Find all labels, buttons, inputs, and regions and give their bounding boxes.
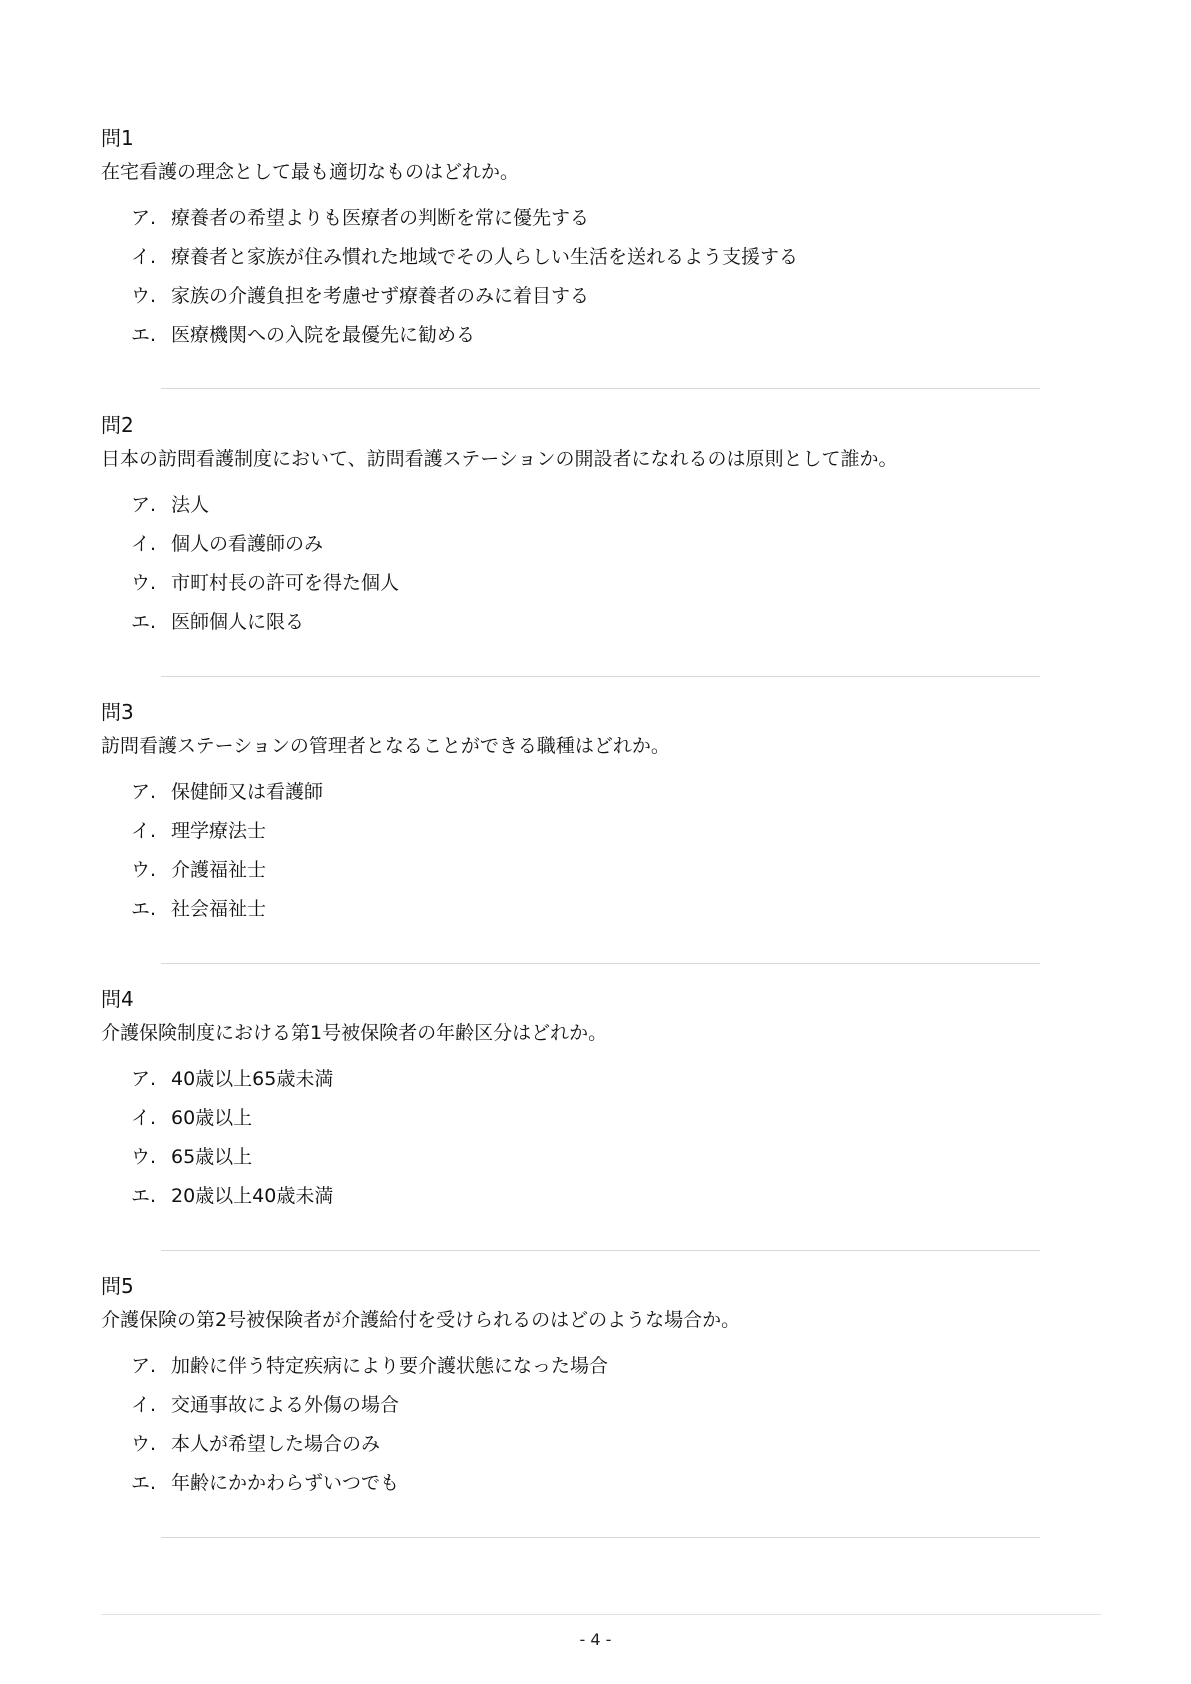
option-text: 本人が希望した場合のみ <box>171 1433 381 1455</box>
option-label: イ. <box>131 246 157 268</box>
option-text: 市町村長の許可を得た個人 <box>171 572 400 594</box>
option-a <box>131 778 1041 806</box>
option-text: 年齢にかかわらずいつでも <box>171 1472 400 1494</box>
footer-divider <box>101 1614 1101 1615</box>
option-i <box>131 530 1041 558</box>
option-text: 加齢に伴う特定疾病により要介護状態になった場合 <box>171 1355 609 1377</box>
option-label: イ. <box>131 820 157 842</box>
question-divider <box>161 676 1040 677</box>
question-number: 問2 <box>101 413 134 437</box>
option-label: ア. <box>131 1355 157 1377</box>
option-label: ア. <box>131 494 157 516</box>
option-text: 20歳以上40歳未満 <box>171 1185 334 1207</box>
option-text: 介護福祉士 <box>171 859 267 881</box>
question-divider <box>161 963 1040 964</box>
question-number: 問1 <box>101 126 134 150</box>
option-label: エ. <box>131 1185 157 1207</box>
question-3 <box>101 698 1041 934</box>
option-list <box>131 204 1041 349</box>
option-i <box>131 817 1041 845</box>
option-label: エ. <box>131 611 157 633</box>
option-text: 65歳以上 <box>171 1146 253 1168</box>
page-number: - 4 - <box>579 1630 612 1649</box>
option-a <box>131 1352 1041 1380</box>
option-list <box>131 1352 1041 1497</box>
question-text: 日本の訪問看護制度において、訪問看護ステーションの開設者になれるのは原則として誰か。 <box>101 448 898 470</box>
option-label: イ. <box>131 1394 157 1416</box>
option-u <box>131 569 1041 597</box>
question-5 <box>101 1272 1041 1508</box>
option-text: 社会福祉士 <box>171 898 267 920</box>
option-text: 60歳以上 <box>171 1107 253 1129</box>
option-e <box>131 608 1041 636</box>
question-text: 在宅看護の理念として最も適切なものはどれか。 <box>101 161 520 183</box>
question-number: 問4 <box>101 987 134 1011</box>
option-label: イ. <box>131 1107 157 1129</box>
question-number: 問5 <box>101 1274 134 1298</box>
option-i <box>131 1104 1041 1132</box>
option-label: ア. <box>131 207 157 229</box>
question-text: 介護保険の第2号被保険者が介護給付を受けられるのはどのような場合か。 <box>101 1309 741 1331</box>
option-text: 療養者と家族が住み慣れた地域でその人らしい生活を送れるよう支援する <box>171 246 799 268</box>
option-text: 理学療法士 <box>171 820 267 842</box>
option-e <box>131 1182 1041 1210</box>
option-text: 個人の看護師のみ <box>171 533 324 555</box>
question-divider <box>161 1537 1040 1538</box>
option-e <box>131 1469 1041 1497</box>
question-text: 介護保険制度における第1号被保険者の年齢区分はどれか。 <box>101 1022 608 1044</box>
option-a <box>131 204 1041 232</box>
question-2 <box>101 411 1041 647</box>
option-text: 療養者の希望よりも医療者の判断を常に優先する <box>171 207 590 229</box>
option-label: ア. <box>131 781 157 803</box>
option-label: ウ. <box>131 285 157 307</box>
option-label: イ. <box>131 533 157 555</box>
option-text: 医療機関への入院を最優先に勧める <box>171 324 476 346</box>
option-label: エ. <box>131 324 157 346</box>
option-label: エ. <box>131 1472 157 1494</box>
option-list <box>131 491 1041 636</box>
option-label: ア. <box>131 1068 157 1090</box>
option-u <box>131 1143 1041 1171</box>
question-1 <box>101 124 1041 360</box>
option-text: 医師個人に限る <box>171 611 305 633</box>
option-u <box>131 1430 1041 1458</box>
question-divider <box>161 1250 1040 1251</box>
option-list <box>131 1065 1041 1210</box>
option-e <box>131 321 1041 349</box>
option-u <box>131 282 1041 310</box>
option-a <box>131 491 1041 519</box>
option-text: 法人 <box>171 494 210 516</box>
option-label: エ. <box>131 898 157 920</box>
option-text: 40歳以上65歳未満 <box>171 1068 334 1090</box>
question-text: 訪問看護ステーションの管理者となることができる職種はどれか。 <box>101 735 670 757</box>
option-label: ウ. <box>131 1433 157 1455</box>
option-text: 保健師又は看護師 <box>171 781 324 803</box>
question-number: 問3 <box>101 700 134 724</box>
option-label: ウ. <box>131 859 157 881</box>
option-i <box>131 243 1041 271</box>
option-label: ウ. <box>131 572 157 594</box>
option-i <box>131 1391 1041 1419</box>
option-a <box>131 1065 1041 1093</box>
option-e <box>131 895 1041 923</box>
option-text: 交通事故による外傷の場合 <box>171 1394 400 1416</box>
option-u <box>131 856 1041 884</box>
question-4 <box>101 985 1041 1221</box>
option-list <box>131 778 1041 923</box>
question-divider <box>161 388 1040 389</box>
option-text: 家族の介護負担を考慮せず療養者のみに着目する <box>171 285 590 307</box>
option-label: ウ. <box>131 1146 157 1168</box>
